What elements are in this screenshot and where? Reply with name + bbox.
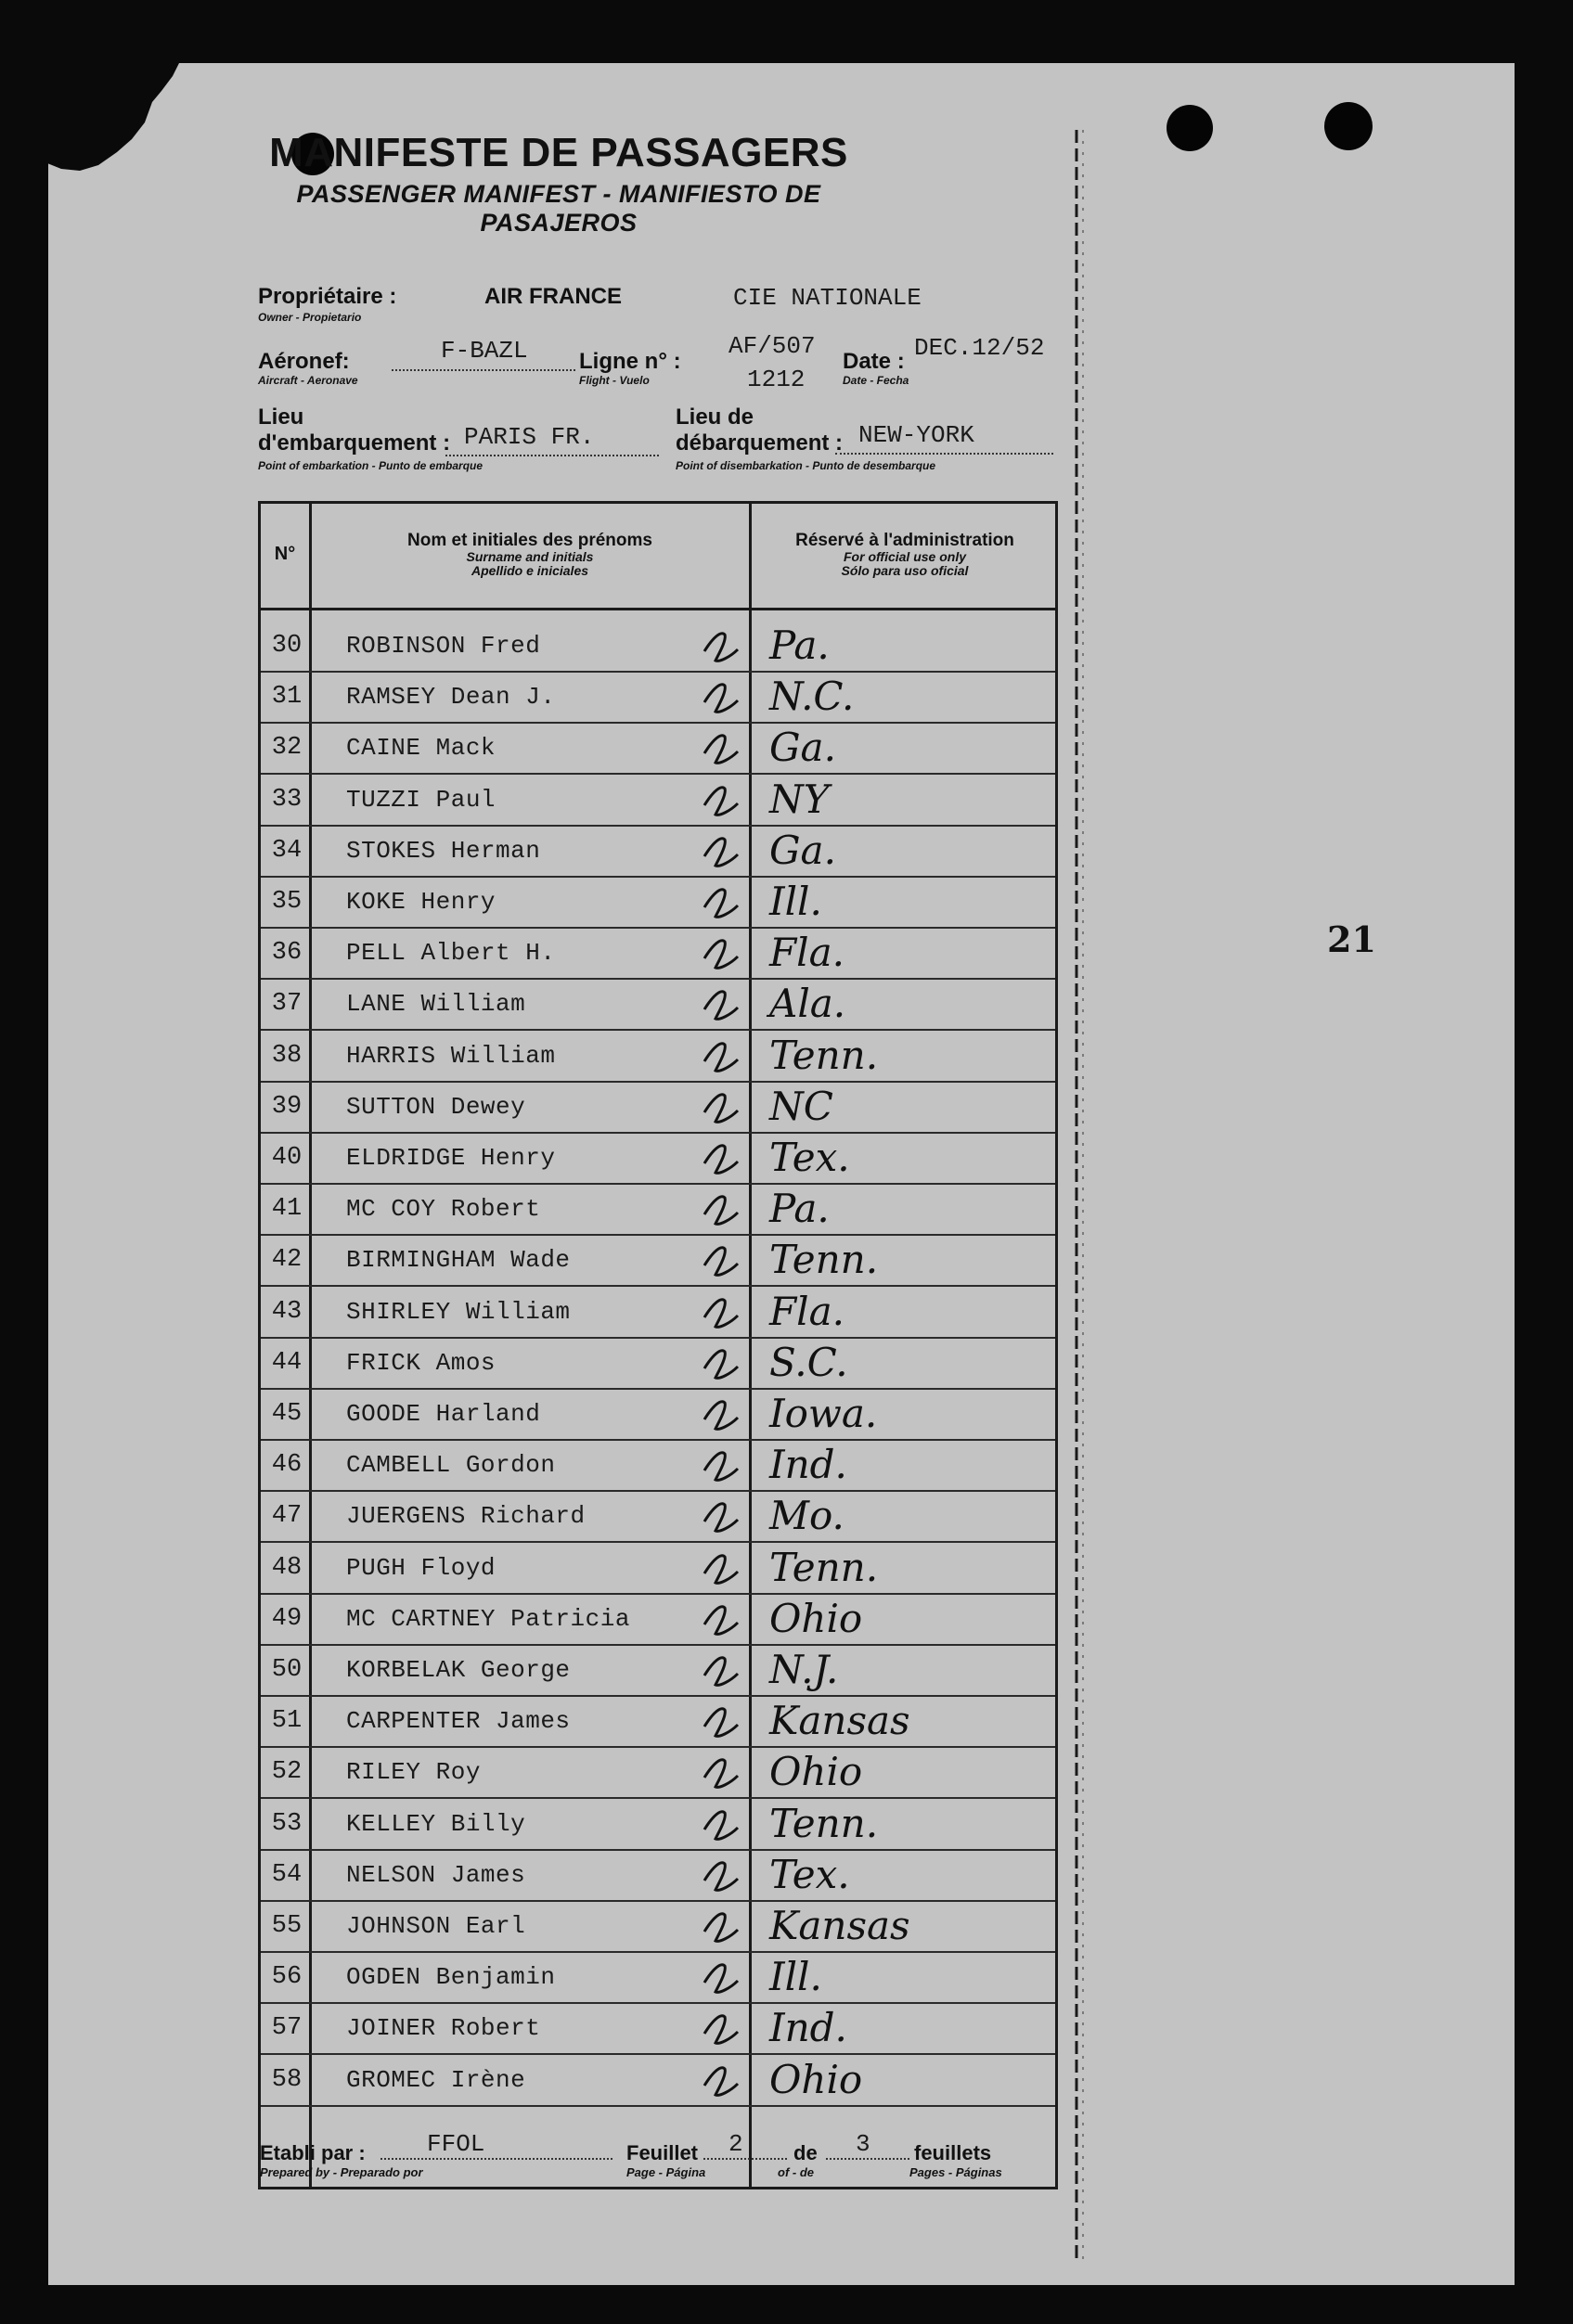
row-number: 47 [271, 1502, 303, 1531]
state-abbreviation: NY [769, 776, 830, 822]
passenger-name: CAMBELL Gordon [346, 1451, 556, 1480]
passenger-name: HARRIS William [346, 1041, 556, 1070]
page-value: 2 [728, 2130, 743, 2158]
check-mark-icon [704, 2067, 738, 2095]
embark-label-1: Lieu [258, 404, 304, 430]
passenger-name: CAINE Mack [346, 734, 496, 763]
state-abbreviation: Tenn. [769, 1544, 879, 1590]
row-number: 51 [271, 1707, 303, 1736]
manifest-title: MANIFESTE DE PASSAGERS [269, 130, 848, 175]
state-abbreviation: Fla. [769, 930, 845, 976]
state-abbreviation: N.C. [769, 674, 855, 720]
admin-notation [762, 1026, 1059, 1084]
admin-notation [762, 1947, 1059, 2005]
check-mark-icon [704, 787, 738, 815]
flight-label: Ligne n° : [579, 349, 681, 374]
row-number: 34 [271, 836, 303, 865]
state-abbreviation: Ind. [769, 2005, 847, 2051]
state-abbreviation: Pa. [769, 623, 830, 668]
passenger-name: NELSON James [346, 1860, 526, 1889]
disembark-label-1: Lieu de [676, 404, 754, 430]
state-abbreviation: Ill. [769, 879, 822, 924]
table-row [261, 1593, 1055, 1646]
passenger-name: STOKES Herman [346, 836, 541, 865]
column-header-admin [752, 532, 1058, 577]
admin-notation [762, 1333, 1059, 1391]
table-row [261, 1900, 1055, 1953]
passenger-name: SHIRLEY William [346, 1297, 571, 1326]
admin-notation [762, 1435, 1059, 1493]
row-number: 39 [271, 1092, 303, 1121]
row-number: 54 [271, 1860, 303, 1889]
row-number: 53 [271, 1809, 303, 1838]
state-abbreviation: Ind. [769, 1442, 847, 1488]
embark-sublabel: Point of embarkation - Punto de embarque [258, 459, 484, 472]
prepared-label: Etabli par : [260, 2141, 366, 2164]
owner-label: Propriétaire : [258, 284, 397, 309]
admin-notation [762, 2050, 1059, 2108]
admin-notation [762, 1282, 1059, 1340]
table-row [261, 1746, 1055, 1799]
table-row [261, 1286, 1055, 1339]
row-number: 35 [271, 888, 303, 916]
date-value: DEC.12/52 [914, 334, 1045, 362]
admin-notation [762, 1691, 1059, 1749]
check-mark-icon [704, 992, 738, 1020]
check-mark-icon [704, 1453, 738, 1481]
passenger-name: RAMSEY Dean J. [346, 683, 556, 712]
page-label: Feuillet [626, 2141, 699, 2164]
admin-notation [762, 1589, 1059, 1647]
admin-notation [762, 1077, 1059, 1135]
passenger-name: OGDEN Benjamin [346, 1963, 556, 1992]
table-row [261, 722, 1055, 775]
passenger-name: KOKE Henry [346, 888, 496, 916]
check-mark-icon [704, 1965, 738, 1993]
passenger-name: JOINER Robert [346, 2014, 541, 2043]
table-row [261, 1542, 1055, 1595]
state-abbreviation: Fla. [769, 1288, 845, 1334]
state-abbreviation: Tex. [769, 1135, 850, 1180]
row-number: 57 [271, 2014, 303, 2043]
admin-notation [762, 974, 1059, 1032]
table-row [261, 774, 1055, 827]
manifest-subtitle: PASSENGER MANIFEST - MANIFIESTO DE PASAJEROS [296, 180, 821, 237]
check-mark-icon [704, 1197, 738, 1225]
row-number: 55 [271, 1912, 303, 1940]
row-number: 38 [271, 1041, 303, 1070]
check-mark-icon [704, 941, 738, 969]
table-row [261, 1234, 1055, 1287]
row-number: 32 [271, 734, 303, 763]
flight-value: AF/507 [728, 332, 816, 360]
row-number: 40 [271, 1144, 303, 1172]
disembark-label-2: débarquement : [676, 430, 844, 456]
check-mark-icon [704, 1607, 738, 1635]
row-number: 43 [271, 1297, 303, 1326]
check-mark-icon [704, 1402, 738, 1430]
state-abbreviation: Tenn. [769, 1032, 879, 1078]
check-mark-icon [704, 634, 738, 661]
check-mark-icon [704, 1351, 738, 1379]
table-row [261, 1644, 1055, 1697]
admin-notation [762, 1640, 1059, 1698]
row-number: 44 [271, 1348, 303, 1377]
passenger-name: ELDRIDGE Henry [346, 1144, 556, 1172]
admin-notation [762, 1486, 1059, 1544]
row-number: 42 [271, 1246, 303, 1275]
table-row [261, 1388, 1055, 1441]
side-page-number: 21 [1327, 918, 1376, 960]
prepared-underline [380, 2158, 612, 2160]
passenger-name: SUTTON Dewey [346, 1092, 526, 1121]
of-underline [826, 2158, 909, 2160]
passenger-name: FRICK Amos [346, 1348, 496, 1377]
state-abbreviation: Ill. [769, 1954, 822, 2000]
passenger-name: MC COY Robert [346, 1195, 541, 1224]
table-row [261, 2002, 1055, 2055]
table-row [261, 1849, 1055, 1902]
table-row [261, 825, 1055, 878]
passenger-name: LANE William [346, 990, 526, 1019]
admin-notation [762, 872, 1059, 930]
check-mark-icon [704, 1914, 738, 1942]
check-mark-icon [704, 890, 738, 918]
admin-notation [762, 1128, 1059, 1186]
state-abbreviation: Kansas [769, 1903, 910, 1948]
owner-sublabel: Owner - Propietario [258, 311, 362, 324]
passenger-name: KORBELAK George [346, 1656, 571, 1684]
check-mark-icon [704, 1811, 738, 1839]
state-abbreviation: Ala. [769, 981, 846, 1027]
table-row [261, 1132, 1055, 1185]
passenger-name: BIRMINGHAM Wade [346, 1246, 571, 1275]
check-mark-icon [704, 1146, 738, 1174]
disembark-value: NEW-YORK [858, 421, 974, 449]
table-row [261, 671, 1055, 724]
admin-notation [762, 821, 1059, 879]
passenger-table [258, 501, 1058, 2189]
row-number: 49 [271, 1604, 303, 1633]
passenger-name: RILEY Roy [346, 1758, 481, 1787]
state-abbreviation: Mo. [769, 1493, 845, 1539]
column-header-name-fr: Nom et initiales des prénoms [407, 531, 652, 550]
row-number: 56 [271, 1963, 303, 1992]
admin-notation [762, 1998, 1059, 2056]
row-number: 31 [271, 683, 303, 712]
admin-notation [762, 1538, 1059, 1596]
state-abbreviation: S.C. [769, 1339, 848, 1385]
state-abbreviation: Pa. [769, 1186, 830, 1232]
punch-hole [1324, 102, 1373, 150]
column-header-number: N° [274, 544, 296, 564]
state-abbreviation: Ga. [769, 827, 836, 873]
aircraft-label: Aéronef: [258, 349, 350, 374]
check-mark-icon [704, 1555, 738, 1583]
state-abbreviation: N.J. [769, 1647, 839, 1692]
row-number: 33 [271, 785, 303, 814]
admin-notation [762, 1845, 1059, 1903]
check-mark-icon [704, 1658, 738, 1686]
passenger-name: JUERGENS Richard [346, 1502, 586, 1531]
check-mark-icon [704, 736, 738, 764]
admin-notation [762, 1896, 1059, 1954]
check-mark-icon [704, 1504, 738, 1532]
state-abbreviation: Iowa. [769, 1391, 878, 1436]
embark-label-2: d'embarquement : [258, 430, 451, 456]
check-mark-icon [704, 1709, 738, 1737]
table-row [261, 927, 1055, 980]
table-row [261, 1183, 1055, 1236]
table-row [261, 978, 1055, 1031]
disembark-sublabel: Point of disembarkation - Punto de desembarque [676, 459, 936, 472]
admin-notation [762, 667, 1059, 725]
admin-notation [762, 718, 1059, 776]
table-row [261, 1081, 1055, 1134]
column-header-name [312, 532, 748, 577]
punch-hole [1167, 105, 1213, 151]
aircraft-value: F-BAZL [441, 337, 528, 365]
date-sublabel: Date - Fecha [843, 374, 909, 387]
passenger-name: GROMEC Irène [346, 2065, 526, 2094]
check-mark-icon [704, 1863, 738, 1891]
embark-underline [445, 455, 659, 456]
row-number: 58 [271, 2065, 303, 2094]
row-number: 46 [271, 1451, 303, 1480]
table-row [261, 2054, 1055, 2107]
embark-value: PARIS FR. [464, 423, 595, 451]
date-label: Date : [843, 349, 905, 374]
sheets-label: feuillets [914, 2141, 992, 2164]
check-mark-icon [704, 839, 738, 867]
perforation-line [1063, 130, 1090, 2264]
passenger-name: JOHNSON Earl [346, 1912, 526, 1940]
of-sublabel: of - de [778, 2165, 814, 2179]
row-number: 45 [271, 1400, 303, 1428]
state-abbreviation: Ohio [769, 1595, 863, 1641]
page-sublabel: Page - Página [626, 2165, 706, 2179]
table-row [261, 1030, 1055, 1083]
passenger-name: ROBINSON Fred [346, 632, 541, 660]
state-abbreviation: Kansas [769, 1698, 910, 1744]
aircraft-sublabel: Aircraft - Aeronave [258, 374, 358, 387]
state-abbreviation: Ohio [769, 1749, 863, 1795]
state-abbreviation: NC [769, 1083, 833, 1129]
column-header-admin-fr: Réservé à l'administration [795, 531, 1014, 550]
aircraft-underline [392, 369, 575, 371]
admin-notation [762, 1179, 1059, 1237]
admin-notation [762, 1230, 1059, 1288]
state-abbreviation: Tenn. [769, 1800, 879, 1846]
table-row [261, 1439, 1055, 1492]
row-number: 36 [271, 939, 303, 968]
check-mark-icon [704, 1760, 738, 1788]
row-number: 52 [271, 1758, 303, 1787]
column-header-admin-en: For official use only [844, 548, 966, 564]
state-abbreviation: Tenn. [769, 1237, 879, 1283]
disembark-underline [835, 453, 1053, 455]
flight-value-2: 1212 [747, 366, 806, 393]
column-header-admin-es: Sólo para uso oficial [841, 562, 969, 578]
admin-notation [762, 923, 1059, 981]
passenger-name: MC CARTNEY Patricia [346, 1604, 630, 1633]
passenger-name: PUGH Floyd [346, 1553, 496, 1582]
check-mark-icon [704, 1043, 738, 1071]
admin-notation [762, 1742, 1059, 1800]
state-abbreviation: Ohio [769, 2056, 863, 2102]
sheets-sublabel: Pages - Páginas [909, 2165, 1002, 2179]
passenger-name: PELL Albert H. [346, 939, 556, 968]
check-mark-icon [704, 1095, 738, 1123]
passenger-name: TUZZI Paul [346, 785, 496, 814]
passenger-name: GOODE Harland [346, 1400, 541, 1428]
table-row [261, 1337, 1055, 1390]
prepared-value: FFOL [427, 2130, 485, 2158]
passenger-name: KELLEY Billy [346, 1809, 526, 1838]
table-row [261, 620, 1055, 673]
check-mark-icon [704, 2016, 738, 2044]
row-number: 37 [271, 990, 303, 1019]
prepared-sublabel: Prepared by - Preparado por [260, 2165, 423, 2179]
admin-notation [762, 770, 1059, 828]
column-header-name-es: Apellido e iniciales [471, 562, 589, 578]
state-abbreviation: Tex. [769, 1851, 850, 1897]
row-number: 48 [271, 1553, 303, 1582]
page-underline [703, 2158, 787, 2160]
row-number: 50 [271, 1656, 303, 1684]
table-row [261, 876, 1055, 929]
check-mark-icon [704, 1248, 738, 1276]
row-number: 30 [271, 632, 303, 660]
table-row [261, 1490, 1055, 1543]
owner-value: AIR FRANCE [484, 284, 622, 309]
table-row [261, 1798, 1055, 1851]
owner-extra: CIE NATIONALE [733, 284, 922, 312]
of-label: de [793, 2141, 818, 2164]
passenger-name: CARPENTER James [346, 1707, 571, 1736]
admin-notation [762, 1384, 1059, 1442]
of-value: 3 [856, 2130, 870, 2158]
state-abbreviation: Ga. [769, 725, 836, 771]
admin-notation [762, 616, 1059, 674]
header-divider [261, 608, 1055, 610]
column-header-name-en: Surname and initials [466, 548, 594, 564]
table-row [261, 1951, 1055, 2004]
admin-notation [762, 1794, 1059, 1852]
flight-sublabel: Flight - Vuelo [579, 374, 650, 387]
check-mark-icon [704, 1299, 738, 1327]
check-mark-icon [704, 685, 738, 713]
torn-corner [43, 58, 182, 178]
row-number: 41 [271, 1195, 303, 1224]
table-row [261, 1695, 1055, 1748]
